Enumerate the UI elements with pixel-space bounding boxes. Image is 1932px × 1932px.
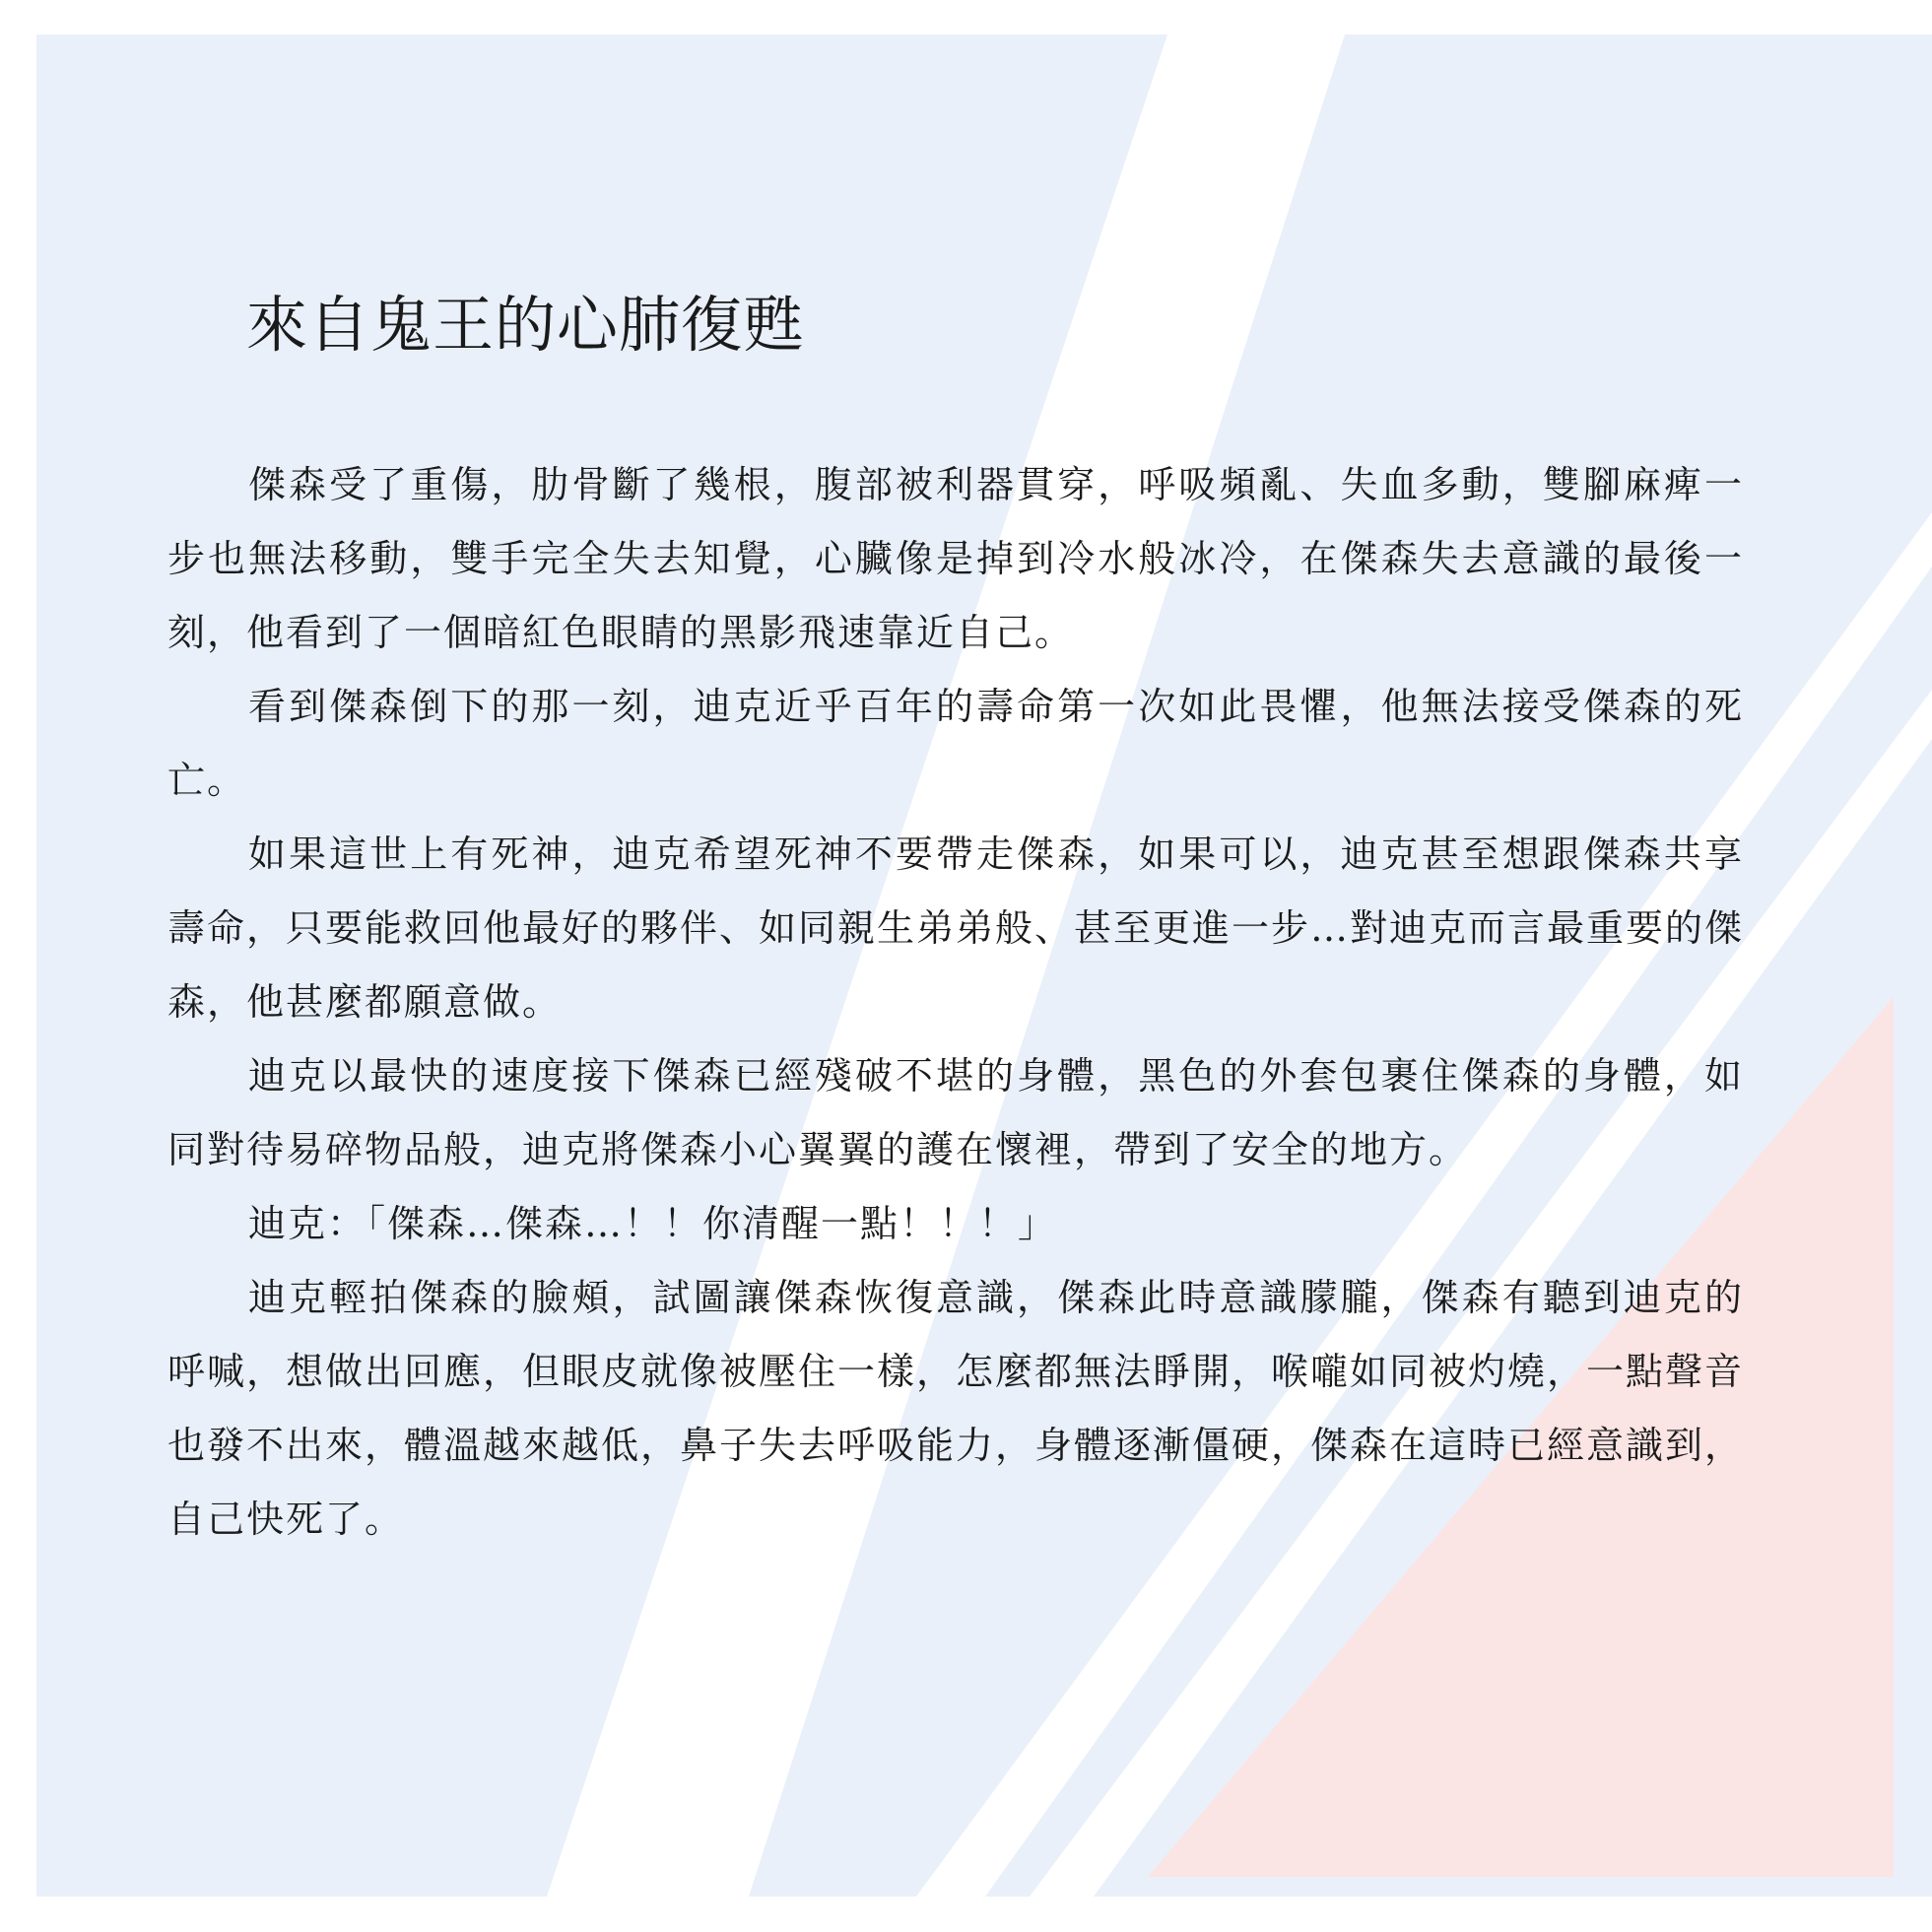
paragraph-2: 看到傑森倒下的那一刻，迪克近乎百年的壽命第一次如此畏懼，他無法接受傑森的死亡。 bbox=[167, 685, 1744, 802]
page-title: 來自鬼王的心肺復甦 bbox=[246, 289, 806, 361]
paragraph-1: 傑森受了重傷，肋骨斷了幾根，腹部被利器貫穿，呼吸頻亂、失血多動，雙腳麻痺一步也無法移動，雙手完全失去知覺，心臟像是掉到冷水般冰冷，在傑森失去意識的最後一刻，他看到了一個暗紅色眼睛的黑影飛速靠近自己。 bbox=[167, 463, 1744, 654]
paragraph-4: 迪克以最快的速度接下傑森已經殘破不堪的身體，黑色的外套包裹住傑森的身體，如同對待易碎物品般，迪克將傑森小心翼翼的護在懷裡，帶到了安全的地方。 bbox=[167, 1054, 1744, 1171]
body-text bbox=[167, 448, 1744, 1557]
paragraph-5-dialogue: 迪克：「傑森…傑森…！！你清醒一點！！！」 bbox=[248, 1202, 1058, 1245]
paragraph-6: 迪克輕拍傑森的臉頰，試圖讓傑森恢復意識，傑森此時意識朦朧，傑森有聽到迪克的呼喊，想做出回應，但眼皮就像被壓住一樣，怎麼都無法睜開，喉嚨如同被灼燒，一點聲音也發不出來，體溫越來越低，鼻子失去呼吸能力，身體逐漸僵硬，傑森在這時已經意識到，自己快死了。 bbox=[167, 1276, 1745, 1541]
paragraph-3: 如果這世上有死神，迪克希望死神不要帶走傑森，如果可以，迪克甚至想跟傑森共享壽命，只要能救回他最好的夥伴、如同親生弟弟般、甚至更進一步…對迪克而言最重要的傑森，他甚麼都願意做。 bbox=[167, 833, 1745, 1024]
